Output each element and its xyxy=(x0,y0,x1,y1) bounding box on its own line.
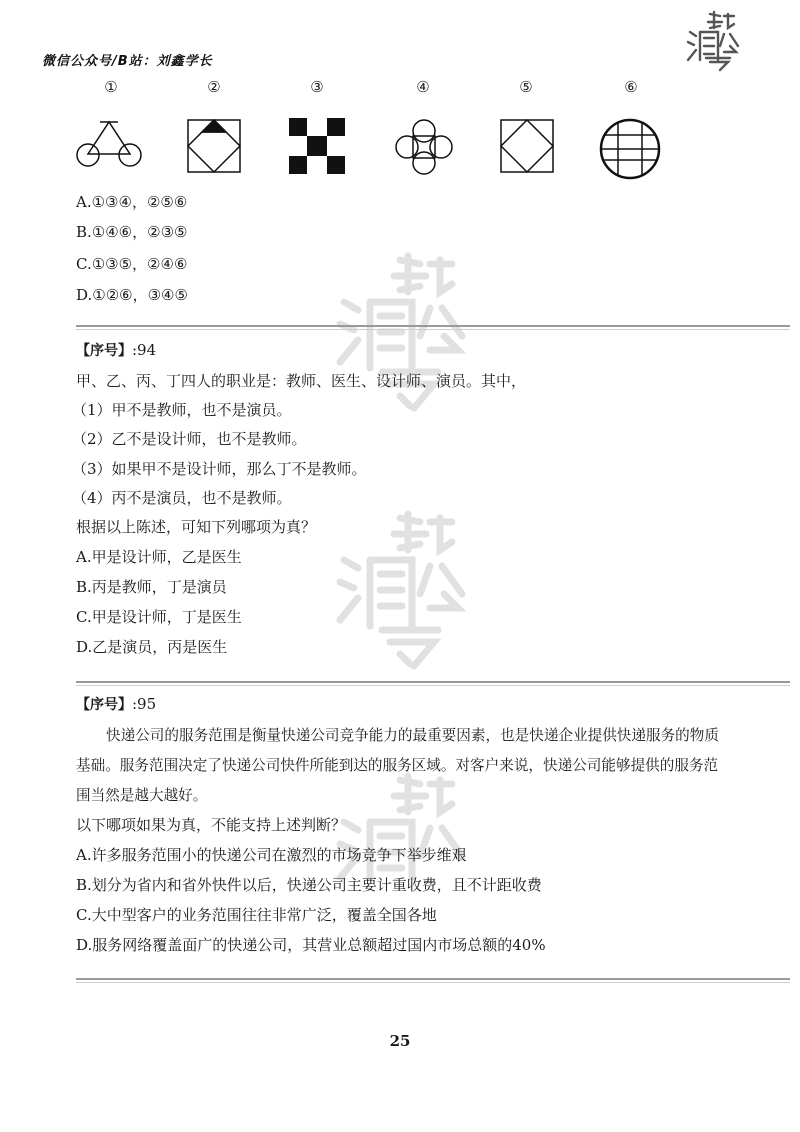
watermark xyxy=(330,508,480,678)
q94-condition-4: （4）丙不是演员，也不是教师。 xyxy=(72,489,292,507)
q95-label: 【序号】 xyxy=(76,697,132,713)
q94-heading xyxy=(76,340,156,360)
page-number: 25 xyxy=(389,1032,411,1050)
figure-1-circles-triangle xyxy=(74,118,144,174)
q93-option-d: D.①②⑥，③④⑤ xyxy=(76,286,188,304)
q94-option-d: D.乙是演员，丙是医生 xyxy=(76,638,228,656)
figure-2-square-diamond xyxy=(186,118,242,174)
q95-option-c: C.大中型客户的业务范围往往非常广泛，覆盖全国各地 xyxy=(76,906,437,924)
q93-option-b: B.①④⑥，②③⑤ xyxy=(76,223,188,241)
q94-condition-1: （1）甲不是教师，也不是演员。 xyxy=(72,401,292,419)
q95-heading xyxy=(76,694,156,714)
figure-label-4: ④ xyxy=(416,78,430,96)
brand-logo xyxy=(680,8,744,72)
q94-number: :94 xyxy=(132,341,157,359)
q95-option-a: A.许多服务范围小的快递公司在激烈的市场竞争下举步维艰 xyxy=(76,846,467,864)
q94-question: 根据以上陈述，可知下列哪项为真？ xyxy=(76,518,317,536)
q95-paragraph-line-2: 基础。服务范围决定了快递公司快件所能到达的服务区域。对客户来说，快递公司能够提供的服务范 xyxy=(76,757,719,774)
q93-option-a: A.①③④，②⑤⑥ xyxy=(76,193,188,211)
q93-option-c: C.①③⑤，②④⑥ xyxy=(76,255,188,273)
q94-option-c: C.甲是设计师，丁是医生 xyxy=(76,608,242,626)
q94-condition-2: （2）乙不是设计师，也不是教师。 xyxy=(72,430,307,448)
q95-paragraph-line-3: 围当然是越大越好。 xyxy=(76,787,208,804)
q95-option-b: B.划分为省内和省外快件以后，快递公司主要计重收费，且不计距收费 xyxy=(76,876,542,894)
q95-paragraph-line-1: 快递公司的服务范围是衡量快递公司竞争能力的最重要因素，也是快递企业提供快递服务的物质 xyxy=(106,727,719,744)
figure-3-checker-cross xyxy=(289,118,345,174)
figure-5-square-diamond-plain xyxy=(499,118,555,174)
figure-label-2: ② xyxy=(207,78,221,96)
q94-option-b: B.丙是教师，丁是演员 xyxy=(76,578,227,596)
figure-label-1: ① xyxy=(104,78,118,96)
q95-question: 以下哪项如果为真，不能支持上述判断？ xyxy=(76,816,347,834)
q94-label: 【序号】 xyxy=(76,343,132,359)
q94-condition-3: （3）如果甲不是设计师，那么丁不是教师。 xyxy=(72,460,367,478)
figure-label-3: ③ xyxy=(310,78,324,96)
figure-label-6: ⑥ xyxy=(624,78,638,96)
figure-label-5: ⑤ xyxy=(519,78,533,96)
section-divider xyxy=(76,681,790,683)
section-divider xyxy=(76,978,790,980)
section-divider xyxy=(76,325,790,327)
q94-option-a: A.甲是设计师，乙是医生 xyxy=(76,548,242,566)
figure-6-circle-grid xyxy=(598,118,662,180)
q95-number: :95 xyxy=(132,695,157,713)
q95-option-d: D.服务网络覆盖面广的快递公司，其营业总额超过国内市场总额的40% xyxy=(76,936,546,954)
figure-4-four-circles xyxy=(394,118,454,176)
watermark xyxy=(330,250,480,420)
q94-stem: 甲、乙、丙、丁四人的职业是：教师、医生、设计师、演员。其中， xyxy=(76,372,527,390)
header-note: 微信公众号/B站：刘鑫学长 xyxy=(42,54,213,69)
